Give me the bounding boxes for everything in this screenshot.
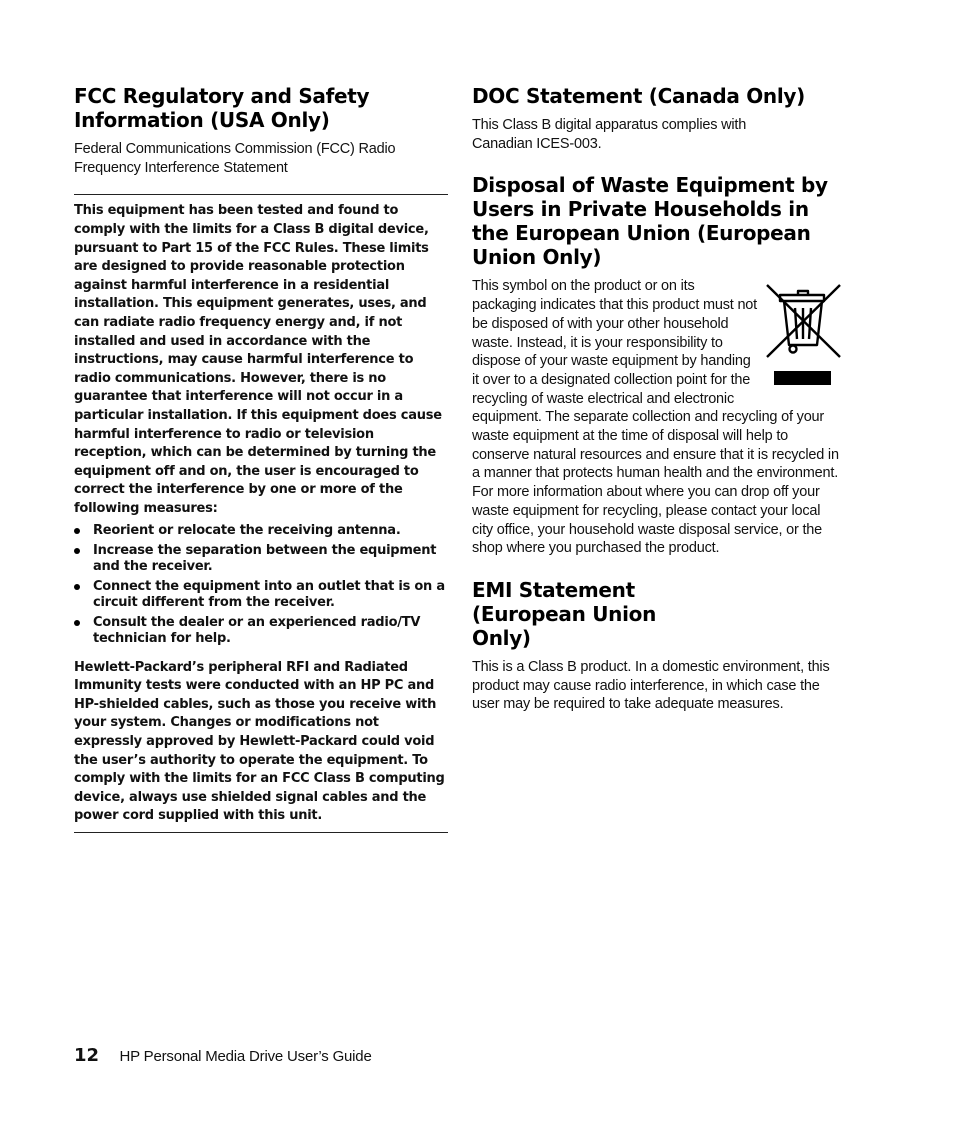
list-item-text: Connect the equipment into an outlet that is on a circuit different from the receiver. (93, 579, 445, 610)
emi-text: This is a Class B product. In a domestic environment, this product may cause radio interference, in which case the user may be required to take adequate measures. (472, 658, 830, 713)
disposal-section (472, 277, 844, 558)
list-item-text: Reorient or relocate the receiving antenna. (93, 522, 401, 538)
list-item (74, 523, 448, 539)
fcc-box-paragraph-1: This equipment has been tested and found to comply with the limits for a Class B digital device, pursuant to Part 15 of the FCC Rules. These limits are designed to provide reasonable protection against harmful interference in a residential installation. This equipment generates, uses, and can radiate radio frequency energy and, if not installed and used in accordance with the instructions, may cause harmful interference to radio communications. However, there is no guarantee that interference will not occur in a particular installation. If this equipment does cause harmful interference to radio or television reception, which can be determined by turning the equipment off and on, the user is encouraged to correct the interference by one or more of the following measures: (74, 203, 442, 516)
list-item-text: Increase the separation between the equipment and the receiver. (93, 543, 437, 574)
left-column (74, 84, 448, 833)
guide-title: HP Personal Media Drive User’s Guide (119, 1048, 372, 1065)
fcc-intro: Federal Communications Commission (FCC) Radio Frequency Interference Statement (74, 141, 396, 176)
doc-text: This Class B digital apparatus complies with Canadian ICES-003. (472, 117, 747, 152)
right-column (472, 84, 844, 714)
fcc-box-paragraph-2: Hewlett-Packard’s peripheral RFI and Radiated Immunity tests were conducted with an HP PC and HP-shielded cables, such as those you receive with your system. Changes or modifications not expressly approved by Hewlett-Packard could void the user’s authority to operate the equipment. To comply with the limits for an FCC Class B computing device, always use shielded signal cables and the power cord supplied with this unit. (74, 659, 445, 824)
disposal-text: This symbol on the product or on its packaging indicates that this product must not be disposed of with your other household waste. Instead, it is your responsibility to dispose of your waste equipment by handing it over to a designated collection point for the recycling of waste electrical and electronic equipment. The separate collection and recycling of your waste equipment at the time of disposal will help to conserve natural resources and ensure that it is recycled in a manner that protects human health and the environment. For more information about where you can drop off your waste equipment for recycling, please contact your local city office, your household waste disposal service, or the shop where you purchased the product. (472, 278, 839, 557)
fcc-heading: FCC Regulatory and Safety Information (USA Only) (74, 84, 370, 132)
fcc-box-bottom-rule (74, 832, 448, 833)
fcc-statement-box (74, 195, 448, 832)
list-item-text: Consult the dealer or an experienced radio/TV technician for help. (93, 615, 421, 647)
crossed-out-wheelie-bin-icon (764, 283, 844, 389)
doc-heading: DOC Statement (Canada Only) (472, 84, 805, 108)
list-item (74, 615, 448, 646)
page-footer (74, 1045, 372, 1066)
bullet-icon (74, 620, 80, 626)
fcc-measures-list (74, 523, 448, 647)
bullet-icon (74, 528, 80, 534)
bullet-icon (74, 584, 80, 590)
disposal-heading: Disposal of Waste Equipment by Users in Private Households in the European Union (European Union Only) (472, 173, 828, 270)
page-number: 12 (74, 1045, 100, 1066)
list-item (74, 579, 448, 610)
list-item (74, 543, 448, 574)
bullet-icon (74, 548, 80, 554)
emi-heading: EMI Statement (European Union Only) (472, 577, 657, 650)
